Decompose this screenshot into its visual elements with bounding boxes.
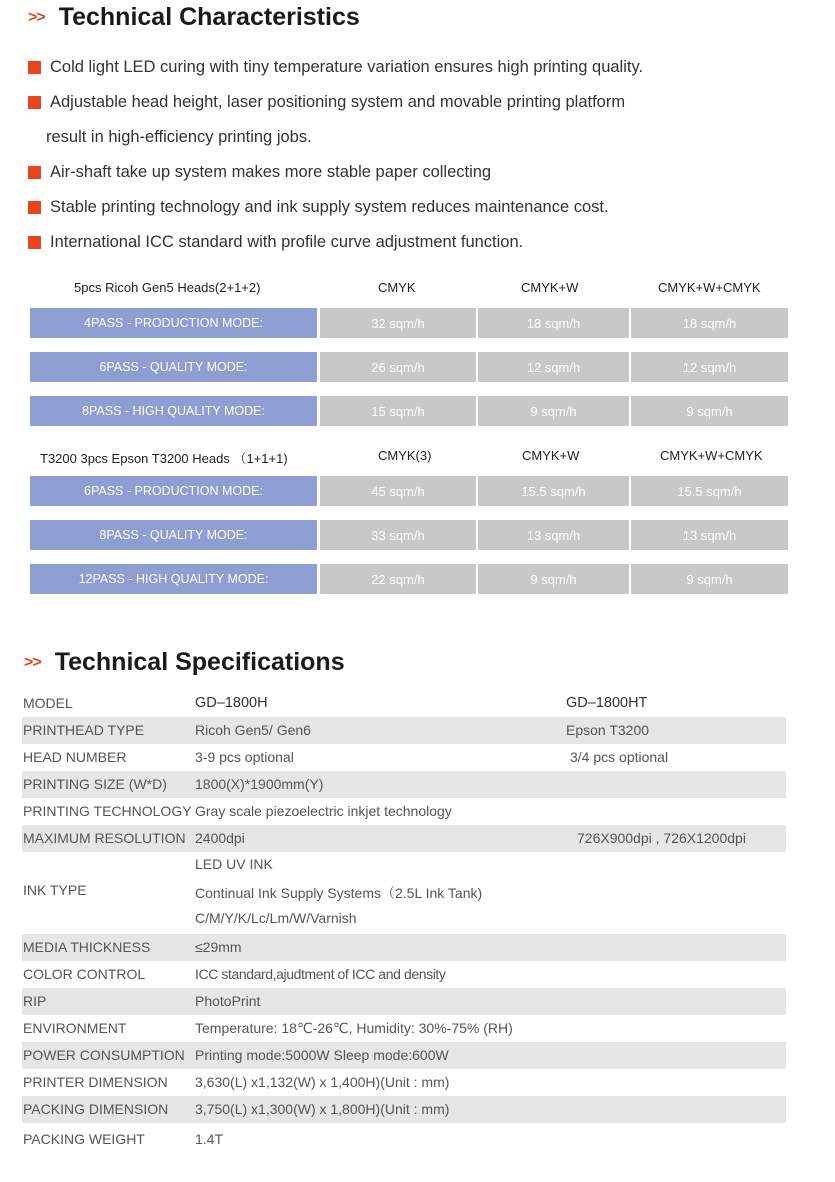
mode-label: 8PASS - HIGH QUALITY MODE: (30, 396, 317, 426)
bullet-text-continued: result in high-efficiency printing jobs. (46, 128, 312, 146)
speed-cell: 18 sqm/h (478, 308, 629, 338)
spec-value: Continual Ink Supply Systems（2.5L Ink Tank) (195, 885, 483, 901)
table-row (22, 1123, 786, 1153)
characteristics-title (28, 3, 360, 32)
characteristics-heading: Technical Characteristics (58, 3, 360, 31)
spec-value-alt: 726X900dpi , 726X1200dpi (577, 830, 746, 846)
speed-cell: 13 sqm/h (631, 520, 788, 550)
list-item (28, 50, 808, 85)
spec-label: ENVIRONMENT (23, 1020, 127, 1036)
table-row (22, 825, 786, 852)
head-config-label: 5pcs Ricoh Gen5 Heads(2+1+2) (74, 280, 261, 295)
spec-value: 3-9 pcs optional (195, 749, 294, 765)
speed-cell: 9 sqm/h (478, 396, 629, 426)
double-chevron-icon: >> (24, 653, 41, 671)
speed-cell: 12 sqm/h (631, 352, 788, 382)
head-config-label: T3200 3pcs Epson T3200 Heads （1+1+1) (40, 451, 288, 466)
spec-value-alt: 3/4 pcs optional (570, 749, 669, 765)
spec-label: POWER CONSUMPTION (23, 1047, 185, 1063)
spec-value: LED UV INK (195, 856, 273, 872)
column-header: CMYK+W+CMYK (658, 280, 761, 295)
list-item (28, 225, 808, 260)
spec-label: PRINTING SIZE (W*D) (23, 776, 167, 792)
speed-cell: 15.5 sqm/h (478, 476, 629, 506)
spec-label: PACKING DIMENSION (23, 1101, 169, 1117)
performance-table (30, 270, 790, 608)
bullet-text: International ICC standard with profile curve adjustment function. (50, 233, 524, 251)
spec-value: ≤29mm (195, 939, 242, 955)
column-header: CMYK+W (522, 448, 580, 463)
table-row (30, 308, 790, 338)
table-row (30, 564, 790, 594)
spec-value: 3,630(L) x1,132(W) x 1,400H)(Unit : mm) (195, 1074, 450, 1090)
table-row (22, 988, 786, 1015)
mode-label: 4PASS - PRODUCTION MODE: (30, 308, 317, 338)
mode-label: 12PASS - HIGH QUALITY MODE: (30, 564, 317, 594)
spec-value-alt: Epson T3200 (566, 722, 650, 738)
column-header: CMYK (378, 280, 416, 295)
bullet-text: Stable printing technology and ink supply system reduces maintenance cost. (50, 198, 609, 216)
spec-label: MODEL (23, 695, 73, 711)
spec-value: Printing mode:5000W Sleep mode:600W (195, 1047, 449, 1063)
spec-value: Gray scale piezoelectric inkjet technology (195, 803, 452, 819)
spec-label: RIP (23, 993, 47, 1009)
bullet-square-icon (28, 201, 41, 214)
spec-value-alt: GD–1800HT (566, 695, 648, 711)
table-header-epson (30, 438, 790, 476)
table-row (22, 1096, 786, 1123)
mode-label: 6PASS - PRODUCTION MODE: (30, 476, 317, 506)
spec-label: PRINTHEAD TYPE (23, 722, 145, 738)
table-row (30, 396, 790, 426)
spec-value: C/M/Y/K/Lc/Lm/W/Varnish (195, 910, 357, 926)
table-header-ricoh (30, 270, 790, 308)
table-row (22, 961, 786, 988)
table-row (30, 520, 790, 550)
characteristics-list (28, 50, 808, 260)
speed-cell: 9 sqm/h (478, 564, 629, 594)
table-row-model (22, 690, 786, 717)
spec-value: 1.4T (195, 1131, 224, 1147)
speed-cell: 18 sqm/h (631, 308, 788, 338)
bullet-square-icon (28, 166, 41, 179)
list-item (28, 155, 808, 190)
double-chevron-icon: >> (28, 8, 45, 26)
spec-value: Ricoh Gen5/ Gen6 (195, 722, 311, 738)
list-item (28, 190, 808, 225)
spec-value: PhotoPrint (195, 993, 261, 1009)
bullet-square-icon (28, 236, 41, 249)
bullet-square-icon (28, 61, 41, 74)
speed-cell: 26 sqm/h (320, 352, 476, 382)
list-item (28, 85, 808, 155)
table-row (22, 1042, 786, 1069)
table-row (30, 352, 790, 382)
spec-label: MAXIMUM RESOLUTION (23, 830, 186, 846)
spec-value: Temperature: 18℃-26℃, Humidity: 30%-75% (RH) (195, 1020, 513, 1036)
spec-value: 3,750(L) x1,300(W) x 1,800H)(Unit : mm) (195, 1101, 450, 1117)
speed-cell: 15.5 sqm/h (631, 476, 788, 506)
spec-label: COLOR CONTROL (23, 966, 146, 982)
speed-cell: 45 sqm/h (320, 476, 476, 506)
bullet-square-icon (28, 96, 41, 109)
spec-label: INK TYPE (23, 882, 87, 898)
mode-label: 6PASS - QUALITY MODE: (30, 352, 317, 382)
specifications-table (22, 690, 786, 1153)
spec-value: 2400dpi (195, 830, 245, 846)
spec-value: 1800(X)*1900mm(Y) (195, 776, 324, 792)
spec-label: PRINTING TECHNOLOGY (23, 803, 192, 819)
speed-cell: 9 sqm/h (631, 396, 788, 426)
speed-cell: 22 sqm/h (320, 564, 476, 594)
table-row-ink-type (22, 852, 786, 934)
spec-value: GD–1800H (195, 695, 268, 711)
spec-label: PACKING WEIGHT (23, 1131, 145, 1147)
specifications-title (24, 648, 345, 677)
table-row (22, 744, 786, 771)
table-row (22, 1015, 786, 1042)
table-row (22, 771, 786, 798)
speed-cell: 9 sqm/h (631, 564, 788, 594)
spec-value: ICC standard,ajudtment of ICC and density (195, 966, 446, 982)
speed-cell: 13 sqm/h (478, 520, 629, 550)
speed-cell: 12 sqm/h (478, 352, 629, 382)
speed-cell: 32 sqm/h (320, 308, 476, 338)
table-row (30, 476, 790, 506)
table-row (22, 1069, 786, 1096)
table-row (22, 934, 786, 961)
spec-label: MEDIA THICKNESS (23, 939, 151, 955)
bullet-text: Adjustable head height, laser positioning system and movable printing platform (50, 93, 626, 111)
speed-cell: 15 sqm/h (320, 396, 476, 426)
column-header: CMYK+W (521, 280, 579, 295)
bullet-text: Air-shaft take up system makes more stable paper collecting (50, 163, 492, 181)
specifications-heading: Technical Specifications (54, 648, 345, 676)
spec-label: PRINTER DIMENSION (23, 1074, 168, 1090)
spec-label: HEAD NUMBER (23, 749, 127, 765)
column-header: CMYK(3) (378, 448, 432, 463)
mode-label: 8PASS - QUALITY MODE: (30, 520, 317, 550)
table-row (22, 798, 786, 825)
speed-cell: 33 sqm/h (320, 520, 476, 550)
table-row (22, 717, 786, 744)
bullet-text: Cold light LED curing with tiny temperature variation ensures high printing quality. (50, 58, 644, 76)
column-header: CMYK+W+CMYK (660, 448, 763, 463)
